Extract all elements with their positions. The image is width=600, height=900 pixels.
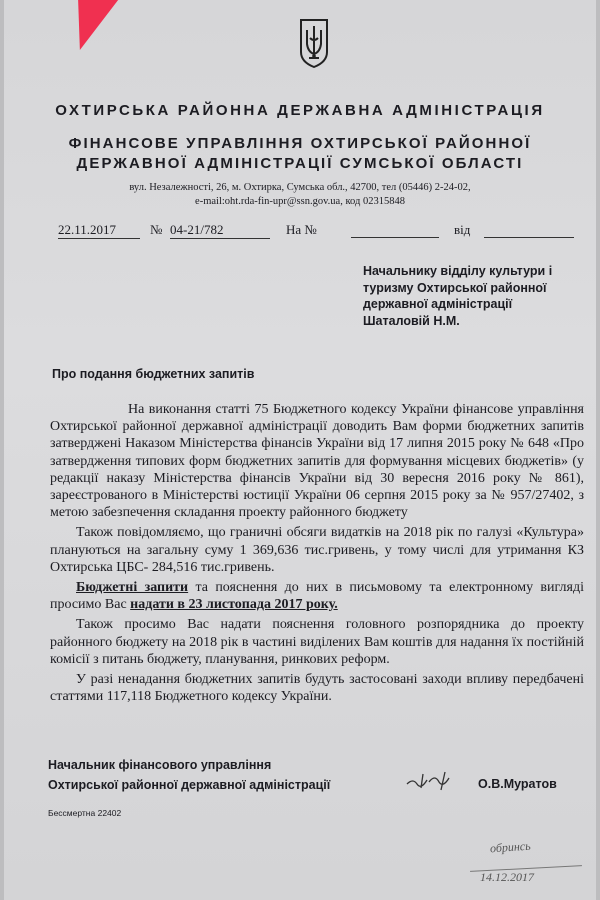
executor-note: Бессмертна 22402 — [48, 808, 122, 818]
outgoing-date: 22.11.2017 — [58, 222, 140, 239]
paragraph-budget-forms: На виконання статті 75 Бюджетного кодексу України фінансове управління Охтирської районної державної адміністрації доводить Вам форми бюджетних запитів затверджені Наказом Міністерства фінансів України від 17 липня 2015 року № 648 «Про затвердження типових форм бюджетних запитів для формування місцевих бюджетів» (у редакції наказу Міністерства фінансів України від 30 вересня 2016 року № 861), зареєстрованого в Міністерстві юстиції України 06 серпня 2015 року за № 957/27402, з метою забезпечення складання проекту районного бюджету — [50, 402, 584, 521]
trident-emblem-icon — [298, 18, 330, 68]
budget-requests-emphasis: Бюджетні запити — [76, 580, 189, 596]
department-title-line1: ФІНАНСОВЕ УПРАВЛІННЯ ОХТИРСЬКОЇ РАЙОННОЇ — [68, 135, 532, 152]
deadline-text: та пояснення до них в письмовому та електронному вигляді просимо Вас — [50, 580, 584, 613]
paragraph-sanctions: У разі ненадання бюджетних запитів будуть застосовані заходи впливу передбачені статтями 117,118 Бюджетного кодексу України. — [50, 672, 584, 705]
reference-line — [58, 222, 578, 240]
incoming-number-blank — [351, 222, 439, 238]
number-label: № — [150, 222, 163, 237]
handwritten-signature — [405, 768, 455, 794]
recipient-line: державної адміністрації — [363, 297, 513, 311]
incoming-number-label: На № — [286, 222, 317, 237]
outgoing-number: 04-21/782 — [170, 222, 270, 239]
administration-title: ОХТИРСЬКА РАЙОННА ДЕРЖАВНА АДМІНІСТРАЦІЯ — [55, 102, 545, 119]
recipient-line: туризму Охтирської районної — [363, 280, 547, 295]
incoming-date-label: від — [454, 222, 471, 237]
signatory-title — [48, 755, 330, 795]
handwritten-date: 14.12.2017 — [480, 870, 534, 884]
signatory-name: О.В.Муратов — [478, 777, 557, 791]
letter-body — [50, 401, 584, 708]
contacts-line: e-mail:oht.rda-fin-upr@ssn.gov.ua, код 02315848 — [195, 196, 405, 207]
address-line: вул. Незалежності, 26, м. Охтирка, Сумська обл., 42700, тел (05446) 2-24-02, — [129, 182, 471, 193]
signatory-title-line2: Охтирської районної державної адміністрації — [48, 778, 331, 792]
recipient-name: Шаталовій Н.М. — [363, 313, 460, 328]
letter-subject: Про подання бюджетних запитів — [52, 367, 255, 381]
recipient-line: Начальнику відділу культури і — [363, 264, 553, 278]
incoming-date-blank — [484, 222, 574, 238]
department-title-line2: ДЕРЖАВНОЇ АДМІНІСТРАЦІЇ СУМСЬКОЇ ОБЛАСТІ — [76, 155, 524, 172]
paragraph-expenditure-limits: Також повідомляємо, що граничні обсяги видатків на 2018 рік по галузі «Культура» плануються на загальну суму 1 369,636 тис.гривень, у тому числі для утримання КЗ Охтирська ЦБС- 284,516 тис.гривень. — [50, 525, 584, 575]
signatory-title-line1: Начальник фінансового управління — [48, 758, 272, 772]
paragraph-deadline — [50, 579, 584, 613]
paragraph-explanations: Також просимо Вас надати пояснення головного розпорядника до проекту районного бюджету на 2018 рік в частині виділених Вам коштів для надання їх постійній комісії з питань бюджету, планування, ринкових реформ. — [50, 617, 584, 667]
recipient-block — [363, 263, 593, 329]
handwritten-note: обринсь — [489, 838, 532, 856]
deadline-date-emphasis: надати в 23 листопада 2017 року. — [130, 597, 338, 613]
